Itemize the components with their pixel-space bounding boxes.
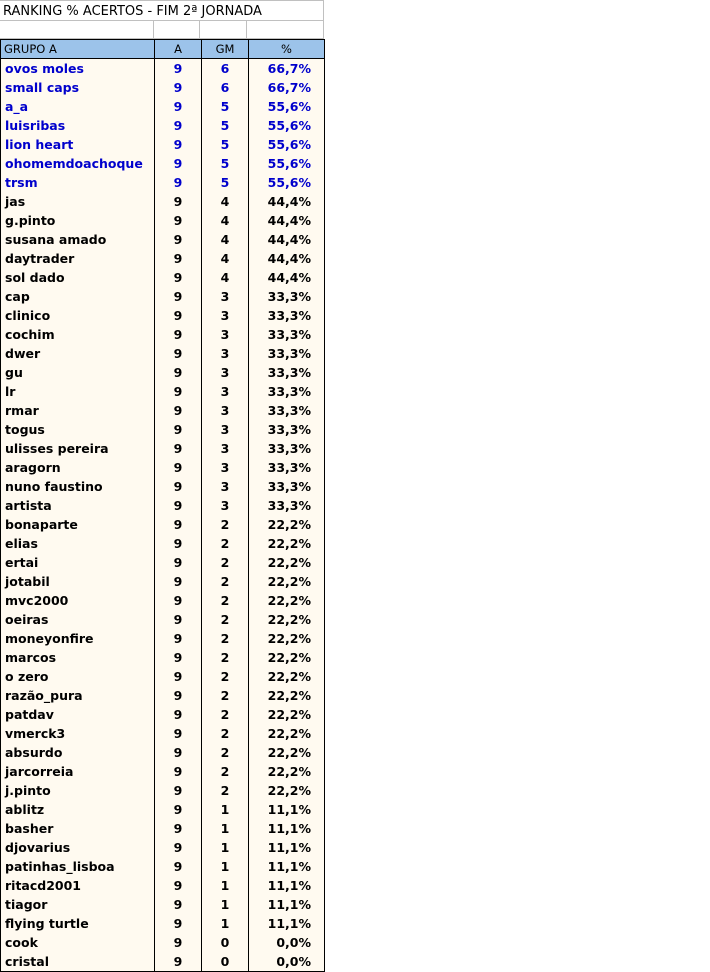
table-row xyxy=(1,895,325,914)
row-name: luisribas xyxy=(1,116,155,135)
row-pct: 55,6% xyxy=(249,173,325,192)
row-gm: 2 xyxy=(202,667,249,686)
row-a: 9 xyxy=(155,933,202,952)
table-row xyxy=(1,344,325,363)
row-a: 9 xyxy=(155,819,202,838)
row-gm: 4 xyxy=(202,230,249,249)
row-a: 9 xyxy=(155,591,202,610)
table-row xyxy=(1,724,325,743)
row-name: patinhas_lisboa xyxy=(1,857,155,876)
row-name: jotabil xyxy=(1,572,155,591)
table-row xyxy=(1,306,325,325)
row-name: bonaparte xyxy=(1,515,155,534)
row-pct: 33,3% xyxy=(249,458,325,477)
row-pct: 55,6% xyxy=(249,154,325,173)
table-row xyxy=(1,458,325,477)
row-pct: 33,3% xyxy=(249,420,325,439)
row-pct: 22,2% xyxy=(249,553,325,572)
row-pct: 33,3% xyxy=(249,363,325,382)
row-name: a_a xyxy=(1,97,155,116)
row-name: o zero xyxy=(1,667,155,686)
table-row xyxy=(1,325,325,344)
row-name: moneyonfire xyxy=(1,629,155,648)
table-row xyxy=(1,800,325,819)
row-gm: 1 xyxy=(202,876,249,895)
row-gm: 3 xyxy=(202,363,249,382)
row-name: sol dado xyxy=(1,268,155,287)
row-a: 9 xyxy=(155,876,202,895)
row-pct: 11,1% xyxy=(249,857,325,876)
row-a: 9 xyxy=(155,895,202,914)
row-name: mvc2000 xyxy=(1,591,155,610)
row-pct: 11,1% xyxy=(249,895,325,914)
row-pct: 44,4% xyxy=(249,249,325,268)
row-a: 9 xyxy=(155,686,202,705)
header-a: A xyxy=(155,40,202,59)
row-a: 9 xyxy=(155,135,202,154)
row-gm: 3 xyxy=(202,496,249,515)
row-pct: 22,2% xyxy=(249,572,325,591)
row-a: 9 xyxy=(155,287,202,306)
row-name: ritacd2001 xyxy=(1,876,155,895)
row-a: 9 xyxy=(155,952,202,972)
row-name: artista xyxy=(1,496,155,515)
row-a: 9 xyxy=(155,192,202,211)
row-gm: 2 xyxy=(202,610,249,629)
blank-row xyxy=(0,21,324,39)
row-a: 9 xyxy=(155,781,202,800)
table-row xyxy=(1,876,325,895)
row-pct: 11,1% xyxy=(249,819,325,838)
row-gm: 0 xyxy=(202,933,249,952)
row-pct: 55,6% xyxy=(249,135,325,154)
table-row xyxy=(1,667,325,686)
row-pct: 22,2% xyxy=(249,762,325,781)
row-pct: 44,4% xyxy=(249,211,325,230)
table-row xyxy=(1,420,325,439)
row-gm: 1 xyxy=(202,838,249,857)
row-name: tiagor xyxy=(1,895,155,914)
table-row xyxy=(1,116,325,135)
row-a: 9 xyxy=(155,458,202,477)
table-row xyxy=(1,591,325,610)
row-name: lr xyxy=(1,382,155,401)
table-row xyxy=(1,743,325,762)
table-row xyxy=(1,363,325,382)
row-name: oeiras xyxy=(1,610,155,629)
row-a: 9 xyxy=(155,762,202,781)
table-row xyxy=(1,515,325,534)
row-gm: 3 xyxy=(202,325,249,344)
row-gm: 1 xyxy=(202,819,249,838)
row-pct: 11,1% xyxy=(249,800,325,819)
row-gm: 1 xyxy=(202,800,249,819)
row-gm: 2 xyxy=(202,648,249,667)
row-pct: 66,7% xyxy=(249,59,325,79)
row-a: 9 xyxy=(155,97,202,116)
row-gm: 2 xyxy=(202,553,249,572)
row-name: nuno faustino xyxy=(1,477,155,496)
row-gm: 2 xyxy=(202,724,249,743)
row-pct: 22,2% xyxy=(249,534,325,553)
row-gm: 2 xyxy=(202,781,249,800)
row-name: trsm xyxy=(1,173,155,192)
row-a: 9 xyxy=(155,439,202,458)
row-pct: 33,3% xyxy=(249,344,325,363)
row-name: ablitz xyxy=(1,800,155,819)
table-row xyxy=(1,268,325,287)
row-a: 9 xyxy=(155,59,202,79)
row-a: 9 xyxy=(155,800,202,819)
row-name: djovarius xyxy=(1,838,155,857)
row-name: g.pinto xyxy=(1,211,155,230)
row-gm: 3 xyxy=(202,401,249,420)
row-name: small caps xyxy=(1,78,155,97)
row-pct: 22,2% xyxy=(249,705,325,724)
row-name: cap xyxy=(1,287,155,306)
row-name: elias xyxy=(1,534,155,553)
row-gm: 2 xyxy=(202,515,249,534)
row-pct: 22,2% xyxy=(249,667,325,686)
row-name: cochim xyxy=(1,325,155,344)
row-gm: 3 xyxy=(202,477,249,496)
table-row xyxy=(1,78,325,97)
row-gm: 4 xyxy=(202,249,249,268)
row-pct: 33,3% xyxy=(249,477,325,496)
row-gm: 0 xyxy=(202,952,249,972)
row-pct: 33,3% xyxy=(249,306,325,325)
table-row xyxy=(1,933,325,952)
header-gm: GM xyxy=(202,40,249,59)
row-a: 9 xyxy=(155,306,202,325)
table-row xyxy=(1,857,325,876)
row-a: 9 xyxy=(155,344,202,363)
sheet-title: RANKING % ACERTOS - FIM 2ª JORNADA xyxy=(0,0,324,21)
ranking-table xyxy=(0,39,325,972)
row-a: 9 xyxy=(155,838,202,857)
row-name: lion heart xyxy=(1,135,155,154)
table-row xyxy=(1,610,325,629)
row-pct: 22,2% xyxy=(249,515,325,534)
row-a: 9 xyxy=(155,78,202,97)
row-a: 9 xyxy=(155,724,202,743)
row-pct: 11,1% xyxy=(249,838,325,857)
row-gm: 5 xyxy=(202,97,249,116)
table-row xyxy=(1,192,325,211)
row-name: vmerck3 xyxy=(1,724,155,743)
row-pct: 22,2% xyxy=(249,648,325,667)
row-name: clinico xyxy=(1,306,155,325)
table-row xyxy=(1,762,325,781)
row-name: dwer xyxy=(1,344,155,363)
row-gm: 2 xyxy=(202,743,249,762)
ranking-sheet xyxy=(0,0,324,972)
row-name: flying turtle xyxy=(1,914,155,933)
row-gm: 6 xyxy=(202,59,249,79)
row-gm: 2 xyxy=(202,686,249,705)
row-gm: 6 xyxy=(202,78,249,97)
row-gm: 2 xyxy=(202,572,249,591)
row-a: 9 xyxy=(155,249,202,268)
row-gm: 1 xyxy=(202,914,249,933)
table-row xyxy=(1,572,325,591)
row-a: 9 xyxy=(155,496,202,515)
row-gm: 3 xyxy=(202,420,249,439)
row-pct: 44,4% xyxy=(249,230,325,249)
row-name: ohomemdoachoque xyxy=(1,154,155,173)
row-gm: 3 xyxy=(202,344,249,363)
row-pct: 22,2% xyxy=(249,743,325,762)
table-row xyxy=(1,496,325,515)
row-name: razão_pura xyxy=(1,686,155,705)
row-gm: 2 xyxy=(202,762,249,781)
row-gm: 4 xyxy=(202,211,249,230)
row-gm: 3 xyxy=(202,439,249,458)
row-pct: 0,0% xyxy=(249,952,325,972)
row-a: 9 xyxy=(155,914,202,933)
table-row xyxy=(1,59,325,79)
table-row xyxy=(1,382,325,401)
row-pct: 33,3% xyxy=(249,401,325,420)
row-pct: 22,2% xyxy=(249,591,325,610)
row-name: ertai xyxy=(1,553,155,572)
row-gm: 4 xyxy=(202,268,249,287)
table-row xyxy=(1,211,325,230)
row-gm: 5 xyxy=(202,116,249,135)
table-row xyxy=(1,781,325,800)
row-pct: 33,3% xyxy=(249,325,325,344)
row-gm: 3 xyxy=(202,306,249,325)
table-row xyxy=(1,838,325,857)
row-gm: 2 xyxy=(202,534,249,553)
row-pct: 44,4% xyxy=(249,192,325,211)
row-a: 9 xyxy=(155,534,202,553)
row-a: 9 xyxy=(155,553,202,572)
row-name: gu xyxy=(1,363,155,382)
table-row xyxy=(1,629,325,648)
row-name: marcos xyxy=(1,648,155,667)
table-row xyxy=(1,439,325,458)
row-gm: 4 xyxy=(202,192,249,211)
row-gm: 2 xyxy=(202,591,249,610)
table-row xyxy=(1,154,325,173)
table-row xyxy=(1,173,325,192)
row-name: absurdo xyxy=(1,743,155,762)
row-gm: 1 xyxy=(202,895,249,914)
row-a: 9 xyxy=(155,705,202,724)
row-a: 9 xyxy=(155,363,202,382)
row-a: 9 xyxy=(155,857,202,876)
row-pct: 55,6% xyxy=(249,97,325,116)
row-a: 9 xyxy=(155,610,202,629)
row-pct: 22,2% xyxy=(249,629,325,648)
row-name: togus xyxy=(1,420,155,439)
table-row xyxy=(1,97,325,116)
header-row xyxy=(1,40,325,59)
row-pct: 33,3% xyxy=(249,496,325,515)
row-pct: 55,6% xyxy=(249,116,325,135)
row-a: 9 xyxy=(155,325,202,344)
row-pct: 22,2% xyxy=(249,781,325,800)
table-row xyxy=(1,648,325,667)
row-pct: 11,1% xyxy=(249,876,325,895)
row-a: 9 xyxy=(155,154,202,173)
table-row xyxy=(1,534,325,553)
row-name: ovos moles xyxy=(1,59,155,79)
table-row xyxy=(1,401,325,420)
row-gm: 3 xyxy=(202,287,249,306)
table-row xyxy=(1,477,325,496)
row-name: basher xyxy=(1,819,155,838)
row-gm: 5 xyxy=(202,154,249,173)
row-a: 9 xyxy=(155,116,202,135)
row-name: aragorn xyxy=(1,458,155,477)
row-gm: 3 xyxy=(202,382,249,401)
row-name: ulisses pereira xyxy=(1,439,155,458)
row-gm: 1 xyxy=(202,857,249,876)
row-name: daytrader xyxy=(1,249,155,268)
table-row xyxy=(1,287,325,306)
row-pct: 11,1% xyxy=(249,914,325,933)
row-a: 9 xyxy=(155,268,202,287)
row-a: 9 xyxy=(155,667,202,686)
row-pct: 66,7% xyxy=(249,78,325,97)
row-a: 9 xyxy=(155,401,202,420)
table-row xyxy=(1,819,325,838)
row-name: cristal xyxy=(1,952,155,972)
row-a: 9 xyxy=(155,382,202,401)
row-pct: 33,3% xyxy=(249,382,325,401)
row-name: j.pinto xyxy=(1,781,155,800)
table-row xyxy=(1,135,325,154)
row-pct: 44,4% xyxy=(249,268,325,287)
row-pct: 22,2% xyxy=(249,610,325,629)
table-row xyxy=(1,705,325,724)
row-a: 9 xyxy=(155,173,202,192)
row-a: 9 xyxy=(155,648,202,667)
row-name: susana amado xyxy=(1,230,155,249)
table-row xyxy=(1,249,325,268)
table-row xyxy=(1,686,325,705)
table-row xyxy=(1,553,325,572)
table-row xyxy=(1,914,325,933)
row-name: patdav xyxy=(1,705,155,724)
row-name: cook xyxy=(1,933,155,952)
table-row xyxy=(1,230,325,249)
row-a: 9 xyxy=(155,211,202,230)
row-a: 9 xyxy=(155,230,202,249)
row-gm: 5 xyxy=(202,173,249,192)
row-gm: 2 xyxy=(202,629,249,648)
header-pct: % xyxy=(249,40,325,59)
row-a: 9 xyxy=(155,420,202,439)
header-group: GRUPO A xyxy=(1,40,155,59)
row-a: 9 xyxy=(155,477,202,496)
row-gm: 3 xyxy=(202,458,249,477)
row-a: 9 xyxy=(155,515,202,534)
row-name: jas xyxy=(1,192,155,211)
row-a: 9 xyxy=(155,743,202,762)
row-name: rmar xyxy=(1,401,155,420)
row-pct: 22,2% xyxy=(249,724,325,743)
row-gm: 5 xyxy=(202,135,249,154)
row-pct: 33,3% xyxy=(249,287,325,306)
row-gm: 2 xyxy=(202,705,249,724)
row-pct: 0,0% xyxy=(249,933,325,952)
row-a: 9 xyxy=(155,629,202,648)
row-pct: 22,2% xyxy=(249,686,325,705)
row-a: 9 xyxy=(155,572,202,591)
row-pct: 33,3% xyxy=(249,439,325,458)
row-name: jarcorreia xyxy=(1,762,155,781)
